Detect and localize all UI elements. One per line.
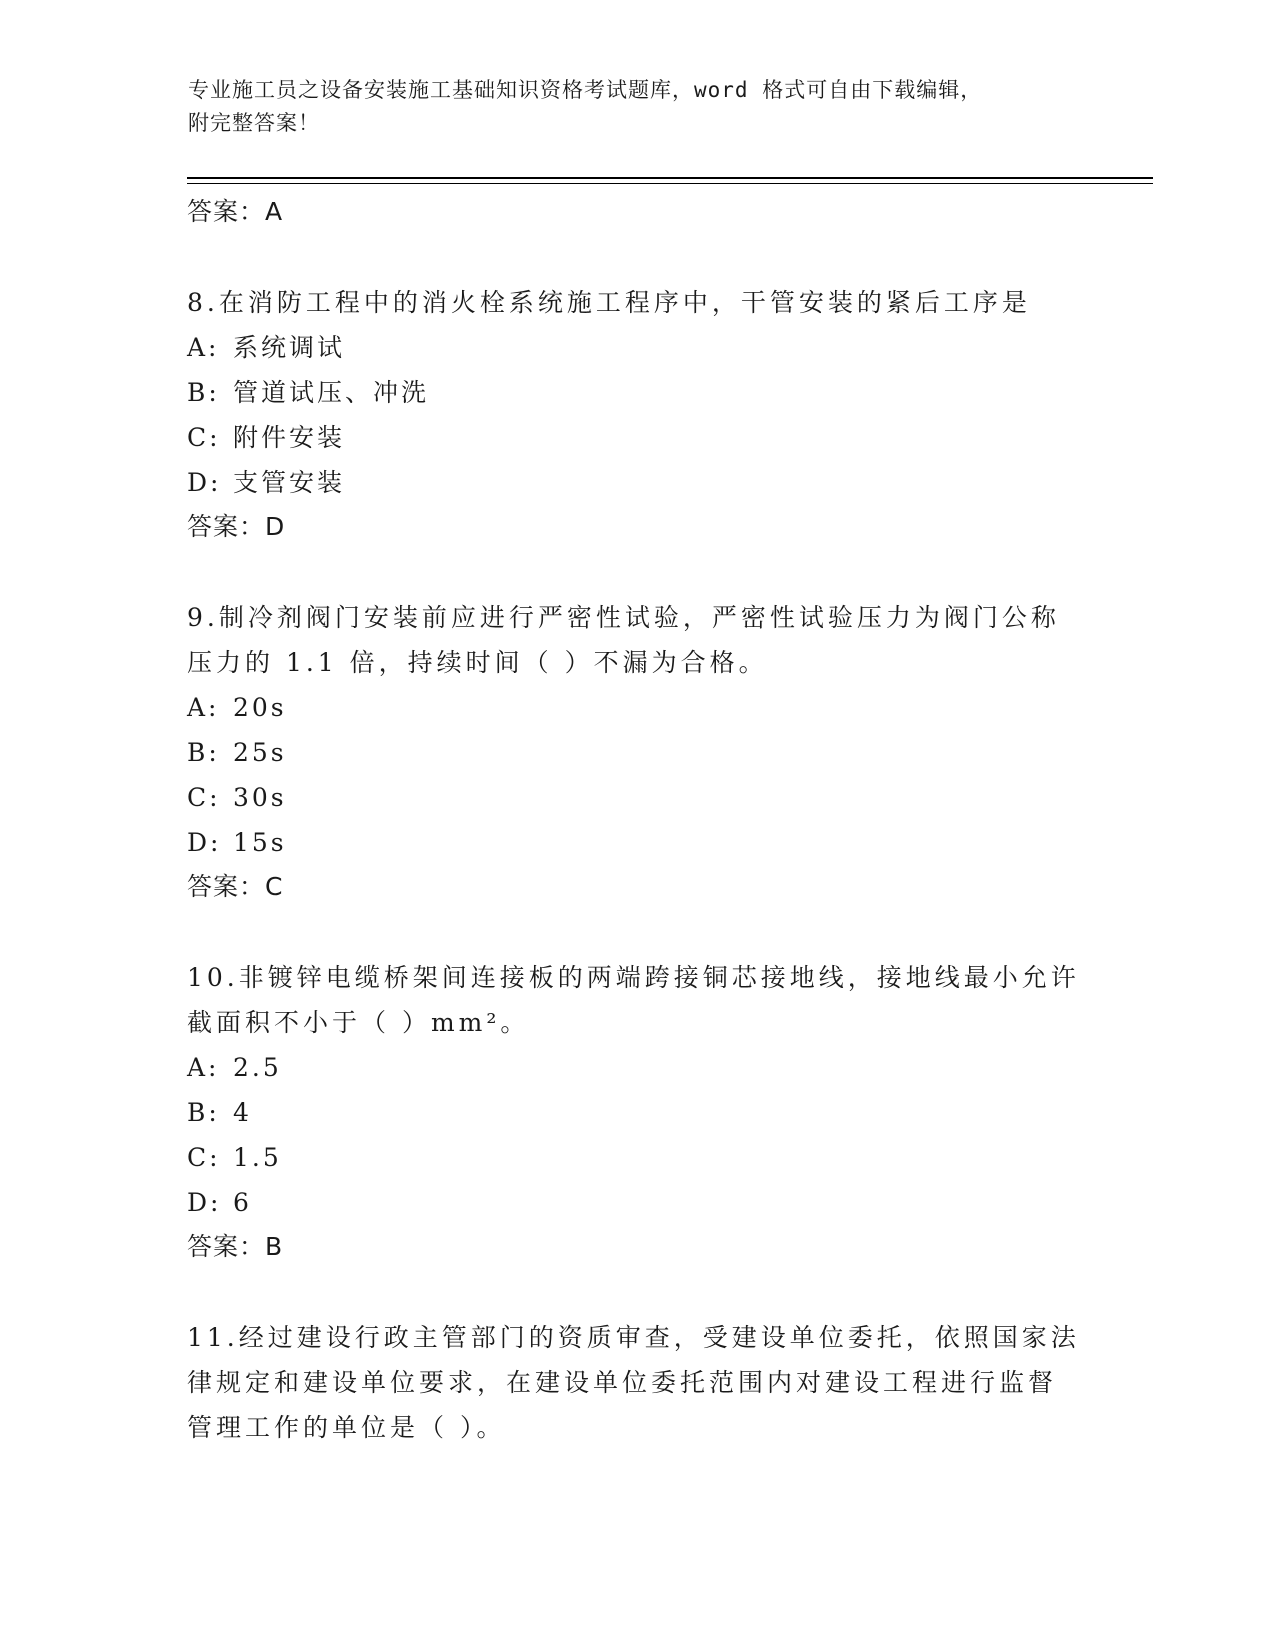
option-c: [187, 775, 1087, 820]
option-text: 支管安装: [233, 468, 346, 497]
option-text: 25s: [233, 738, 287, 767]
option-letter: A:: [187, 1053, 220, 1082]
option-text: 1.5: [233, 1143, 282, 1172]
option-letter: C:: [187, 1143, 221, 1172]
option-letter: A:: [187, 333, 220, 362]
option-text: 管道试压、冲洗: [233, 378, 430, 407]
option-d: [187, 460, 1087, 505]
option-c: [187, 1135, 1087, 1180]
question-text: [187, 595, 1087, 685]
option-c: [187, 415, 1087, 460]
answer-line: 答案：D: [187, 512, 286, 541]
header-line-2: 附完整答案！: [188, 111, 320, 135]
option-letter: C:: [187, 423, 221, 452]
document-header: [188, 74, 1068, 140]
option-letter: D:: [187, 468, 222, 497]
option-letter: C:: [187, 783, 221, 812]
header-rule-thick: [187, 177, 1153, 179]
option-b: [187, 1090, 1087, 1135]
header-rule-thin: [187, 183, 1153, 184]
question-line: 11.经过建设行政主管部门的资质审查，受建设单位委托，依照国家法: [187, 1323, 1080, 1352]
option-a: [187, 1045, 1087, 1090]
question-line: 8.在消防工程中的消火栓系统施工程序中，干管安装的紧后工序是: [187, 288, 1031, 317]
option-text: 30s: [233, 783, 287, 812]
option-text: 2.5: [233, 1053, 282, 1082]
question-text: [187, 280, 1087, 325]
question-line: 10.非镀锌电缆桥架间连接板的两端跨接铜芯接地线，接地线最小允许: [187, 963, 1080, 992]
option-text: 20s: [233, 693, 287, 722]
answer-line: 答案：C: [187, 872, 284, 901]
answer-line: 答案：B: [187, 1232, 284, 1261]
answer-line: 答案：A: [187, 197, 284, 226]
question-line: 9.制冷剂阀门安装前应进行严密性试验，严密性试验压力为阀门公称: [187, 603, 1060, 632]
option-a: [187, 325, 1087, 370]
question-line: 压力的 1.1 倍，持续时间（ ）不漏为合格。: [187, 648, 768, 677]
option-letter: D:: [187, 828, 222, 857]
option-letter: B:: [187, 738, 220, 767]
question-text: [187, 955, 1087, 1045]
question-line: 管理工作的单位是（ ）。: [187, 1413, 506, 1442]
option-text: 6: [233, 1188, 252, 1217]
question-9: [187, 595, 1087, 909]
option-letter: B:: [187, 1098, 220, 1127]
question-line: 律规定和建设单位要求，在建设单位委托范围内对建设工程进行监督: [187, 1368, 1058, 1397]
question-text: [187, 1315, 1087, 1450]
option-letter: D:: [187, 1188, 222, 1217]
option-d: [187, 1180, 1087, 1225]
question-line: 截面积不小于（ ）mm²。: [187, 1008, 530, 1037]
option-letter: B:: [187, 378, 220, 407]
option-d: [187, 820, 1087, 865]
option-text: 系统调试: [233, 333, 346, 362]
option-b: [187, 730, 1087, 775]
option-text: 4: [233, 1098, 252, 1127]
question-10: [187, 955, 1087, 1269]
option-text: 附件安装: [233, 423, 346, 452]
header-line-1: 专业施工员之设备安装施工基础知识资格考试题库，word 格式可自由下载编辑，: [188, 78, 983, 102]
option-letter: A:: [187, 693, 220, 722]
document-body: [187, 190, 1087, 1450]
question-8: [187, 280, 1087, 549]
option-text: 15s: [233, 828, 287, 857]
option-a: [187, 685, 1087, 730]
question-11: [187, 1315, 1087, 1450]
option-b: [187, 370, 1087, 415]
